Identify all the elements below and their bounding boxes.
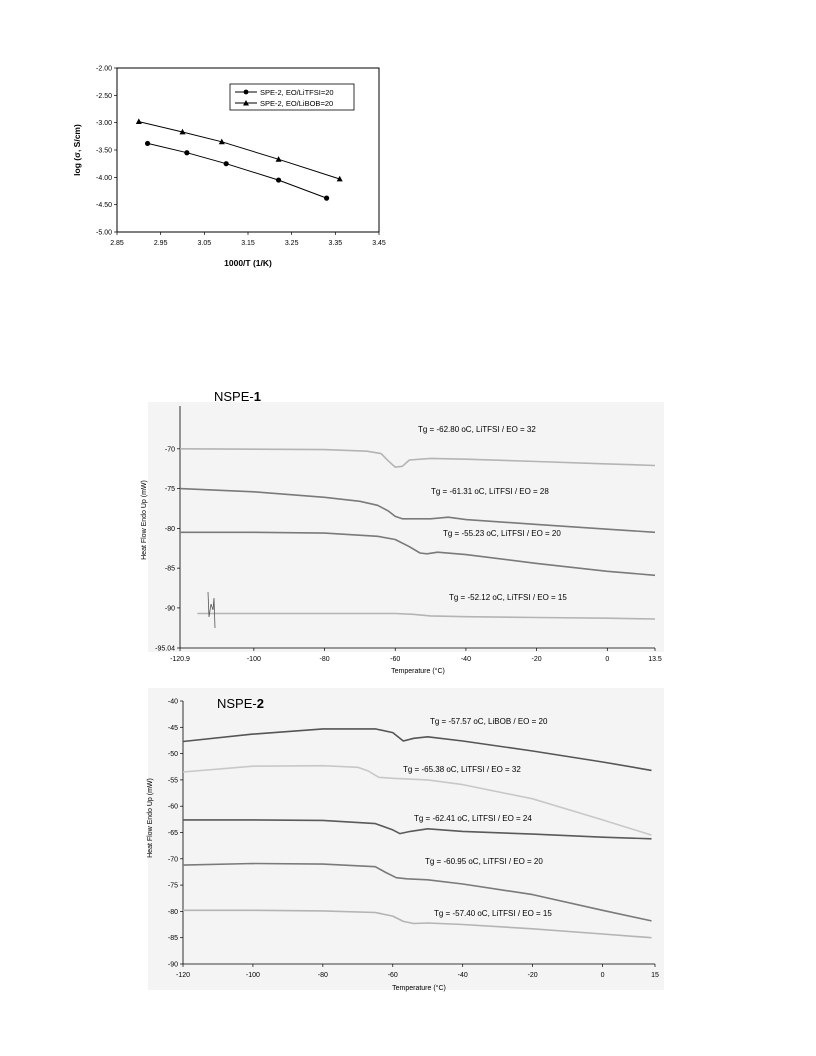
x-tick-label: 3.45 [372,240,386,247]
x-tick-label: 3.25 [284,240,299,247]
y-tick-label: -4.50 [96,202,112,210]
x-tick-label: 2.85 [110,240,124,247]
legend-entry-2: SPE-2, EO/LiBOB=20 [260,99,334,108]
y-axis-label: log (σ, S/cm) [72,124,82,176]
chart-title: NSPE-2 [217,696,264,711]
x-tick-label: 3.35 [328,240,343,247]
y-tick-label: -90 [164,605,175,613]
x-tick-label: -60 [387,972,398,979]
y-tick-label: -90 [167,961,178,969]
curve-label: Tg = -65.38 oC, LiTFSI / EO = 32 [403,765,521,774]
y-tick-label: -3.50 [96,147,112,155]
x-tick-label: -80 [317,972,328,979]
curve-label: Tg = -60.95 oC, LiTFSI / EO = 20 [425,857,543,866]
x-tick-label: 13.5 [648,656,662,663]
x-tick-label: 3.15 [241,240,255,247]
data-point [145,141,150,146]
x-tick-label: 0 [605,656,610,663]
plot-background [148,688,664,990]
curve-label: Tg = -62.80 oC, LiTFSI / EO = 32 [418,425,536,434]
y-tick-label: -85 [167,935,178,943]
y-tick-label: -70 [164,446,175,454]
y-tick-label: -2.50 [96,92,112,100]
curve-label: Tg = -57.40 oC, LiTFSI / EO = 15 [434,909,552,918]
legend-marker-circle [244,90,249,95]
y-tick-label: -45 [167,724,178,732]
data-point [324,196,329,201]
dsc-nspe1-chart [141,389,664,675]
y-tick-label: -80 [164,525,175,533]
dsc-nspe2-chart [147,688,664,992]
y-tick-label: -4.00 [96,174,112,182]
y-tick-label: -40 [167,698,178,706]
y-tick-label: -3.00 [96,120,112,128]
x-tick-label: 0 [600,972,605,979]
x-tick-label: -120 [175,972,191,979]
x-tick-label: -20 [531,656,542,663]
x-tick-label: -80 [319,656,330,663]
x-tick-label: 15 [651,972,659,979]
x-tick-label: -20 [527,972,538,979]
x-tick-label: -60 [390,656,401,663]
data-point [224,161,229,166]
x-tick-label: -100 [245,972,260,979]
x-tick-label: 2.95 [153,240,168,247]
x-tick-label: -40 [457,972,468,979]
y-tick-label: -85 [164,565,175,573]
legend-entry-1: SPE-2, EO/LiTFSI=20 [260,88,334,97]
y-tick-label: -55 [167,777,178,785]
curve-label: Tg = -52.12 oC, LiTFSI / EO = 15 [449,593,567,602]
chart-title: NSPE-1 [214,389,261,404]
curve-label: Tg = -62.41 oC, LiTFSI / EO = 24 [414,814,532,823]
y-tick-label: -70 [167,856,178,864]
y-tick-label: -5.00 [96,229,112,237]
x-axis-label: Temperature (°C) [391,668,445,675]
x-tick-label: -100 [246,656,261,663]
x-tick-label: -120.9 [170,656,190,663]
y-axis-label: Heat Flow Endo Up (mW) [141,480,148,560]
curve-label: Tg = -61.31 oC, LiTFSI / EO = 28 [431,487,549,496]
y-tick-label: -80 [167,908,178,916]
y-tick-label: -75 [164,486,175,494]
curve-label: Tg = -55.23 oC, LiTFSI / EO = 20 [443,529,561,538]
y-axis-label: Heat Flow Endo Up (mW) [147,778,154,858]
x-tick-label: 3.05 [197,240,212,247]
x-axis-label: Temperature (°C) [392,985,446,992]
y-tick-label: -2.00 [96,65,112,73]
y-tick-label: -50 [167,751,178,759]
y-tick-label: -75 [167,882,178,890]
y-tick-label: -65 [167,830,178,837]
legend [230,84,354,110]
x-axis-label: 1000/T (1/K) [224,258,272,268]
data-point [276,177,281,182]
x-tick-label: -40 [460,656,471,663]
y-tick-label: -60 [167,803,178,811]
curve-label: Tg = -57.57 oC, LiBOB / EO = 20 [430,717,548,726]
y-tick-label: -95.04 [155,645,175,653]
data-point [184,150,189,155]
